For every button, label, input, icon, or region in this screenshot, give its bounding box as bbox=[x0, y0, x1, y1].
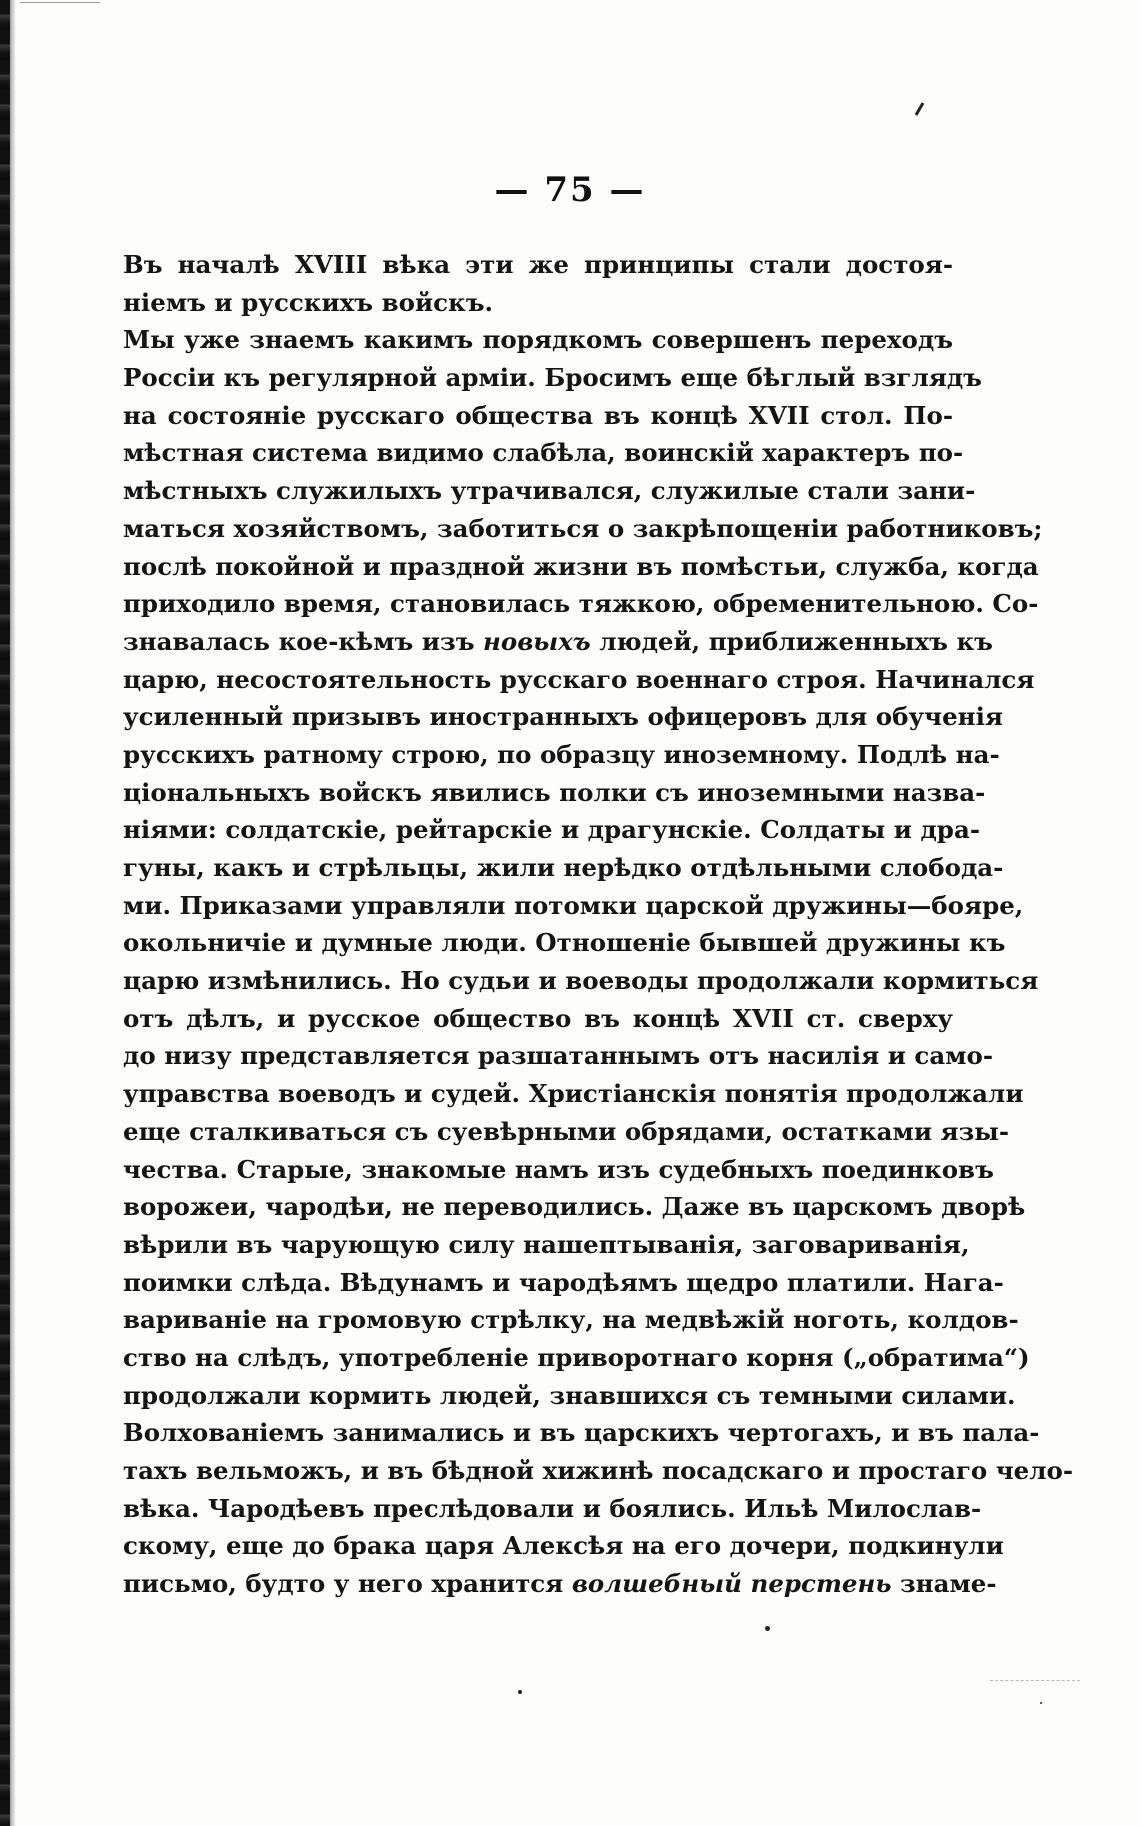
text-line bbox=[123, 736, 1000, 774]
text-segment: чества. Старые, знакомые намъ изъ судебныхъ поединковъ bbox=[123, 1154, 994, 1184]
text-segment: управства воеводъ и судей. Христіанскія понятія продолжали bbox=[123, 1079, 1024, 1109]
body-text bbox=[123, 246, 1074, 1603]
text-line bbox=[123, 434, 964, 472]
text-segment: Мы уже знаемъ какимъ порядкомъ совершенъ переходъ bbox=[123, 325, 953, 355]
text-segment: приходило время, становилась тяжкою, обременительною. Со- bbox=[123, 589, 1039, 619]
text-segment: ніемъ и русскихъ войскъ. bbox=[123, 287, 494, 317]
text-line bbox=[123, 1075, 1024, 1113]
text-segment: вариваніе на громовую стрѣлку, на медвѣжій ноготь, колдов- bbox=[123, 1305, 1019, 1335]
text-segment: людей, приближенныхъ къ bbox=[590, 626, 993, 656]
text-line bbox=[123, 472, 976, 510]
text-segment: до низу представляется разшатаннымъ отъ насилія и само- bbox=[123, 1041, 993, 1071]
text-segment: на состояніе русскаго общества въ концѣ XVII стол. По- bbox=[123, 400, 953, 430]
text-line bbox=[123, 623, 993, 661]
binding-edge bbox=[0, 0, 10, 1826]
text-segment: вѣрили въ чарующую силу нашептыванія, заговариванія, bbox=[123, 1229, 970, 1259]
text-line bbox=[123, 246, 953, 284]
text-segment: скому, еще до брака царя Алексѣя на его дочери, подкинули bbox=[123, 1531, 1004, 1561]
text-segment: гуны, какъ и стрѣльцы, жили нерѣдко отдѣльными слобода- bbox=[123, 853, 1004, 882]
text-line bbox=[123, 924, 1006, 962]
text-segment: еще сталкиваться съ суевѣрными обрядами, остатками язы- bbox=[123, 1116, 1010, 1146]
text-segment: усиленный призывъ иностранныхъ офицеровъ для обученія bbox=[123, 702, 1004, 732]
text-line bbox=[123, 774, 986, 812]
text-line bbox=[123, 887, 1024, 925]
text-line bbox=[123, 849, 1004, 887]
text-segment: Въ началѣ XVIII вѣка эти же принципы стали достоя- bbox=[123, 250, 953, 279]
text-line bbox=[123, 1226, 970, 1264]
text-segment: мѣстныхъ служилыхъ утрачивался, служилые стали зани- bbox=[123, 476, 976, 506]
text-segment: тахъ вельможъ, и въ бѣдной хижинѣ посадскаго и простаго чело- bbox=[123, 1456, 1074, 1485]
scan-artifact bbox=[990, 1680, 1080, 1701]
text-segment: ство на слѣдъ, употребленіе приворотнаго корня („обратима“) bbox=[123, 1342, 1030, 1372]
text-line bbox=[123, 1452, 1074, 1490]
text-segment: вѣка. Чародѣевъ преслѣдовали и боялись. Ильѣ Милослав- bbox=[123, 1493, 982, 1523]
text-segment: знаме- bbox=[891, 1569, 997, 1599]
text-line bbox=[123, 1188, 1026, 1226]
text-segment: Волхованіемъ занимались и въ царскихъ чертогахъ, и въ пала- bbox=[123, 1418, 1040, 1448]
text-line bbox=[123, 1301, 1019, 1339]
text-segment: ціональныхъ войскъ явились полки съ иноземными назва- bbox=[123, 777, 986, 807]
text-line bbox=[123, 1037, 993, 1075]
scan-speck bbox=[765, 1626, 770, 1631]
text-segment: русскихъ ратному строю, по образцу иноземному. Подлѣ на- bbox=[123, 739, 1000, 769]
text-segment: продолжали кормить людей, знавшихся съ темными силами. bbox=[123, 1380, 1016, 1410]
text-segment: царю, несостоятельность русскаго военнаго строя. Начинался bbox=[123, 664, 1035, 694]
italic-phrase: новыхъ bbox=[483, 626, 591, 656]
text-line bbox=[123, 698, 1004, 736]
scan-artifact bbox=[915, 102, 925, 116]
text-line bbox=[123, 548, 1039, 586]
text-line bbox=[123, 1000, 953, 1038]
scan-artifact bbox=[20, 2, 100, 13]
text-line bbox=[123, 661, 1035, 699]
text-segment: мѣстная система видимо слабѣла, воинскій характеръ по- bbox=[123, 438, 964, 468]
text-line bbox=[123, 321, 953, 359]
text-segment: Россіи къ регулярной арміи. Бросимъ еще бѣглый взглядъ bbox=[123, 363, 982, 393]
text-segment: послѣ покойной и праздной жизни въ помѣстьи, служба, когда bbox=[123, 551, 1039, 581]
text-segment: маться хозяйствомъ, заботиться о закрѣпощеніи работниковъ; bbox=[123, 513, 1043, 543]
binding-shadow bbox=[10, 0, 16, 1826]
text-segment: ніями: солдатскіе, рейтарскіе и драгунскіе. Солдаты и дра- bbox=[123, 815, 980, 845]
italic-phrase: волшебный перстень bbox=[571, 1569, 892, 1599]
page-number: — 75 — bbox=[494, 170, 646, 210]
text-segment: ворожеи, чародѣи, не переводились. Даже въ царскомъ дворѣ bbox=[123, 1192, 1026, 1222]
scan-speck bbox=[1040, 1702, 1042, 1704]
text-segment: царю измѣнились. Но судьи и воеводы продолжали кормиться bbox=[123, 966, 1039, 996]
text-line bbox=[123, 397, 953, 435]
text-line bbox=[123, 510, 1043, 548]
text-line bbox=[123, 1264, 1004, 1302]
text-segment: ми. Приказами управляли потомки царской дружины—бояре, bbox=[123, 890, 1024, 920]
text-line bbox=[123, 1565, 997, 1603]
text-segment: письмо, будто у него хранится bbox=[123, 1569, 572, 1599]
text-line bbox=[123, 585, 1039, 623]
text-line bbox=[123, 1339, 1030, 1377]
text-line bbox=[123, 1490, 982, 1528]
text-segment: отъ дѣлъ, и русское общество въ концѣ XVII ст. сверху bbox=[123, 1003, 953, 1033]
text-segment: окольничіе и думные люди. Отношеніе бывшей дружины къ bbox=[123, 928, 1006, 958]
text-line bbox=[123, 1414, 1040, 1452]
text-segment: знавалась кое-кѣмъ изъ bbox=[123, 626, 484, 656]
text-segment: поимки слѣда. Вѣдунамъ и чародѣямъ щедро платили. Нага- bbox=[123, 1267, 1004, 1297]
text-line bbox=[123, 284, 953, 322]
text-line bbox=[123, 1527, 1004, 1565]
text-line bbox=[123, 811, 980, 849]
text-line bbox=[123, 1113, 1010, 1151]
text-line bbox=[123, 1151, 994, 1189]
text-line bbox=[123, 359, 982, 397]
text-line bbox=[123, 962, 1039, 1000]
text-line bbox=[123, 1377, 1016, 1415]
scan-speck bbox=[518, 1690, 522, 1694]
